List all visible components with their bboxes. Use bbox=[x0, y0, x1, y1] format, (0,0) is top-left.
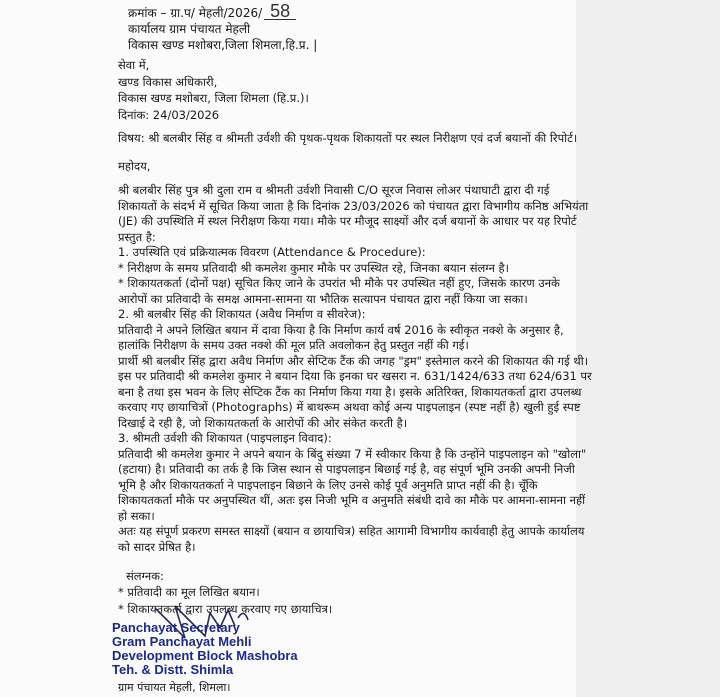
addressee-line: सेवा में, bbox=[118, 58, 150, 72]
office-name: कार्यालय ग्राम पंचायत मेहली bbox=[128, 22, 251, 36]
body-line: * शिकायतकर्ता (दोनों पक्ष) सूचित किए जाने के उपरांत भी मौके पर उपस्थित नहीं हुए, जिसके कारण उनके bbox=[118, 276, 560, 290]
body-line: (JE) की उपस्थिति में स्थल निरीक्षण किया गया। मौके पर मौजूद साक्ष्यों और दर्ज बयानों के आधार पर यह रिपोर्ट bbox=[118, 214, 577, 228]
letter-body bbox=[118, 183, 592, 555]
enclosure-item: * शिकायतकर्ता द्वारा उपलब्ध करवाए गए छायाचित्र। bbox=[118, 601, 333, 616]
body-line: (हटाया) है। प्रतिवादी का तर्क है कि जिस स्थान से पाइपलाइन बिछाई गई है, वह संपूर्ण भूमि उनकी अपनी निजी bbox=[118, 462, 575, 476]
body-line: करवाए गए छायाचित्रों (Photographs) में बाथरूम अथवा कोई अन्य पाइपलाइन (स्पष्ट नहीं है) खुली हुई स्पष्ट bbox=[118, 400, 581, 414]
body-line: 2. श्री बलबीर सिंह की शिकायत (अवैध निर्माण व सीवरेज): bbox=[118, 307, 366, 321]
body-line: प्रतिवादी ने अपने लिखित बयान में दावा किया है कि निर्माण कार्य वर्ष 2016 के स्वीकृत नक्शे के अनुसार है, bbox=[118, 322, 564, 337]
body-line: अतः यह संपूर्ण प्रकरण समस्त साक्ष्यों (बयान व छायाचित्र) सहित आगामी विभागीय कार्यवाही हेतु आपके कार्यालय bbox=[118, 524, 585, 538]
body-line: 1. उपस्थिति एवं प्रक्रियात्मक विवरण (Attendance & Procedure): bbox=[118, 245, 426, 259]
body-line: भूमि है और शिकायतकर्ता ने पाइपलाइन बिछाने के लिए उनसे कोई पूर्व अनुमति प्राप्त नहीं की है। चूँकि bbox=[118, 477, 538, 492]
body-line: आरोपों का प्रतिवादी के समक्ष आमना-सामना या भौतिक सत्यापन पंचायत द्वारा नहीं किया जा सका। bbox=[118, 291, 528, 306]
addressee-line: विकास खण्ड मशोबरा, जिला शिमला (हि.प्र.)। bbox=[118, 91, 309, 105]
body-line: इस पर प्रतिवादी श्री कमलेश कुमार ने बयान दिया कि इनका घर खसरा न. 631/1424/633 तथा 624/631 पर bbox=[118, 369, 592, 383]
addressee bbox=[118, 57, 309, 123]
body-line: प्रस्तुत है: bbox=[118, 229, 156, 244]
body-line: को सादर प्रेषित है। bbox=[118, 539, 196, 554]
date-line: दिनांक: 24/03/2026 bbox=[118, 107, 220, 122]
addressee-line: खण्ड विकास अधिकारी, bbox=[118, 74, 218, 89]
stamp-line: Teh. & Distt. Shimla bbox=[112, 662, 234, 677]
enclosures-heading: संलग्नक: bbox=[126, 569, 164, 583]
body-line: हो सका। bbox=[118, 508, 155, 523]
letterhead bbox=[128, 3, 317, 53]
official-stamp bbox=[112, 621, 298, 677]
body-line: * निरीक्षण के समय प्रतिवादी श्री कमलेश कुमार मौके पर उपस्थित रहे, जिनका बयान संलग्न है। bbox=[118, 260, 510, 275]
body-line: हालांकि निरीक्षण के समय उक्त नक्शे की मूल प्रति अवलोकन हेतु प्रस्तुत नहीं की गई। bbox=[118, 338, 469, 352]
stamp-line: Gram Panchayat Mehli bbox=[112, 634, 252, 649]
stamp-line: Panchayat Secretary bbox=[112, 620, 240, 635]
footer-office: ग्राम पंचायत मेहली, शिमला। bbox=[118, 681, 231, 694]
stamp-line: Development Block Mashobra bbox=[112, 648, 298, 663]
subject: विषय: श्री बलबीर सिंह व श्रीमती उर्वशी की पृथक-पृथक शिकायतों पर स्थल निरीक्षण एवं दर्ज बयानों की रिपोर्ट। bbox=[118, 131, 578, 145]
reference-line bbox=[128, 3, 317, 21]
enclosure-item: * प्रतिवादी का मूल लिखित बयान। bbox=[118, 585, 260, 600]
body-line: बना है तथा इस भवन के लिए सेप्टिक टैंक का निर्माण किया गया है। इसके अतिरिक्त, शिकायतकर्ता द्वारा उपलब्ध bbox=[118, 384, 582, 399]
office-block: विकास खण्ड मशोबरा,जिला शिमला,हि.प्र. | bbox=[128, 38, 318, 52]
salutation: महोदय, bbox=[118, 159, 151, 173]
body-line: प्रार्थी श्री बलबीर सिंह द्वारा अवैध निर्माण और सेप्टिक टैंक की जगह "ड्रम" इस्तेमाल करने की शिकायत की गई थी। bbox=[118, 353, 589, 368]
reference-number: 58 bbox=[264, 3, 296, 20]
body-line: शिकायतों के संदर्भ में सूचित किया जाता है कि दिनांक 23/03/2026 को पंचायत द्वारा विभागीय कनिष्ठ अभियंता bbox=[118, 198, 589, 213]
body-line: प्रतिवादी श्री कमलेश कुमार ने अपने बयान के बिंदु संख्या 7 में स्वीकार किया है कि उन्होंने पाइपलाइन को "खोला" bbox=[118, 446, 587, 461]
body-line: दिखाई दे रही है, जो शिकायतकर्ता के आरोपों की ओर संकेत करती है। bbox=[118, 415, 408, 430]
reference-prefix: क्रमांक – ग्रा.प/ मेहली/2026/ bbox=[128, 6, 263, 20]
body-line: शिकायतकर्ता मौके पर अनुपस्थित थीं, अतः इस निजी भूमि व अनुमति संबंधी दावे का मौके पर आमना-सामना नहीं bbox=[118, 493, 586, 507]
body-line: श्री बलबीर सिंह पुत्र श्री दुला राम व श्रीमती उर्वशी निवासी C/O सूरज निवास लोअर पंथाघाटी द्वारा दी गई bbox=[118, 183, 550, 197]
background-margin bbox=[576, 0, 720, 697]
body-line: 3. श्रीमती उर्वशी की शिकायत (पाइपलाइन विवाद): bbox=[118, 431, 332, 445]
